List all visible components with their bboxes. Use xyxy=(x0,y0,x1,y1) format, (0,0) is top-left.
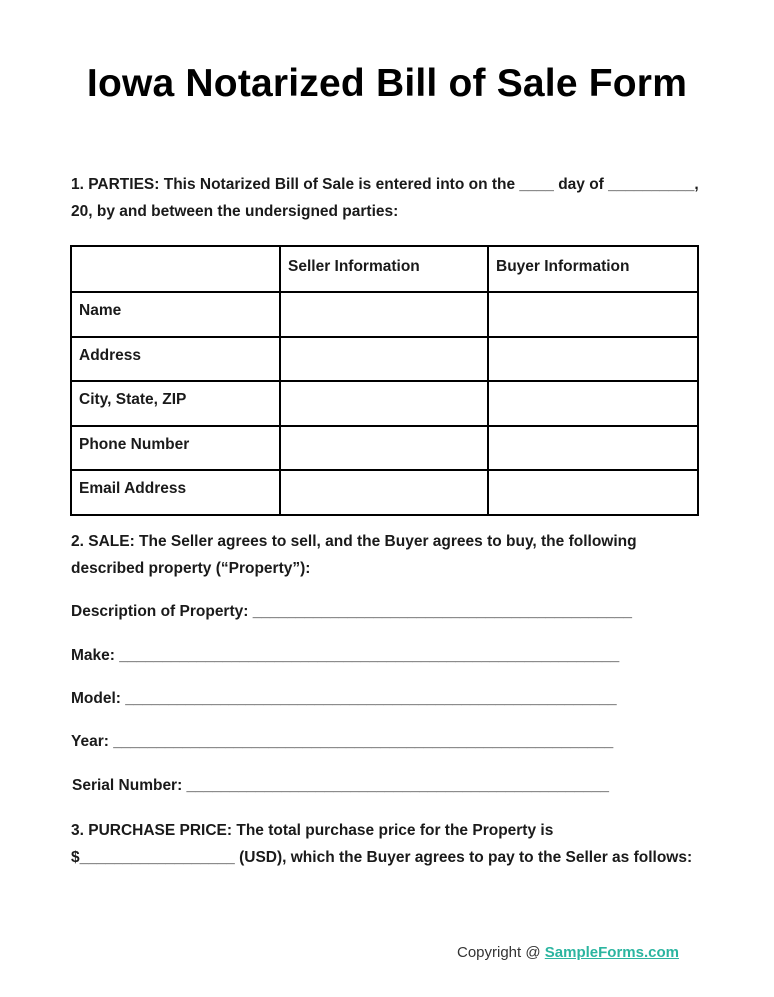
table-row xyxy=(71,292,698,337)
seller-name-cell[interactable] xyxy=(280,292,488,337)
row-label-address: Address xyxy=(71,337,280,382)
footer-copyright xyxy=(457,944,679,961)
table-header-buyer: Buyer Information xyxy=(488,246,698,292)
table-row xyxy=(71,426,698,471)
brand-link[interactable]: SampleForms.com xyxy=(544,944,679,961)
buyer-phone-cell[interactable] xyxy=(488,426,698,471)
table-row xyxy=(71,470,698,515)
row-label-name: Name xyxy=(71,292,280,337)
table-row xyxy=(71,381,698,426)
row-label-email: Email Address xyxy=(71,470,280,515)
description-of-property-field[interactable]: Description of Property: ____________________________________________ xyxy=(71,603,633,620)
serial-number-field[interactable]: Serial Number: _________________________________________________ xyxy=(72,777,609,794)
buyer-city-state-zip-cell[interactable] xyxy=(488,381,698,426)
seller-email-cell[interactable] xyxy=(280,470,488,515)
seller-phone-cell[interactable] xyxy=(280,426,488,471)
table-row xyxy=(71,337,698,382)
buyer-email-cell[interactable] xyxy=(488,470,698,515)
row-label-city-state-zip: City, State, ZIP xyxy=(71,381,280,426)
row-label-phone: Phone Number xyxy=(71,426,280,471)
table-header-row xyxy=(71,246,698,292)
buyer-name-cell[interactable] xyxy=(488,292,698,337)
parties-paragraph: 1. PARTIES: This Notarized Bill of Sale is entered into on the ____ day of __________, 20, by and between the undersigned parties: xyxy=(71,176,703,220)
table-header-blank xyxy=(71,246,280,292)
parties-table xyxy=(70,245,699,516)
purchase-price-paragraph: 3. PURCHASE PRICE: The total purchase price for the Property is $__________________ (USD), which the Buyer agrees to pay to the Seller as follows: xyxy=(71,822,693,866)
sale-paragraph: 2. SALE: The Seller agrees to sell, and the Buyer agrees to buy, the following described property (“Property”): xyxy=(71,533,641,577)
year-field[interactable]: Year: __________________________________________________________ xyxy=(71,733,614,750)
buyer-address-cell[interactable] xyxy=(488,337,698,382)
table-header-seller: Seller Information xyxy=(280,246,488,292)
document-title: Iowa Notarized Bill of Sale Form xyxy=(86,62,688,105)
seller-city-state-zip-cell[interactable] xyxy=(280,381,488,426)
model-field[interactable]: Model: _________________________________________________________ xyxy=(71,690,617,707)
seller-address-cell[interactable] xyxy=(280,337,488,382)
copyright-text: Copyright @ xyxy=(457,944,545,961)
make-field[interactable]: Make: __________________________________________________________ xyxy=(71,647,620,664)
